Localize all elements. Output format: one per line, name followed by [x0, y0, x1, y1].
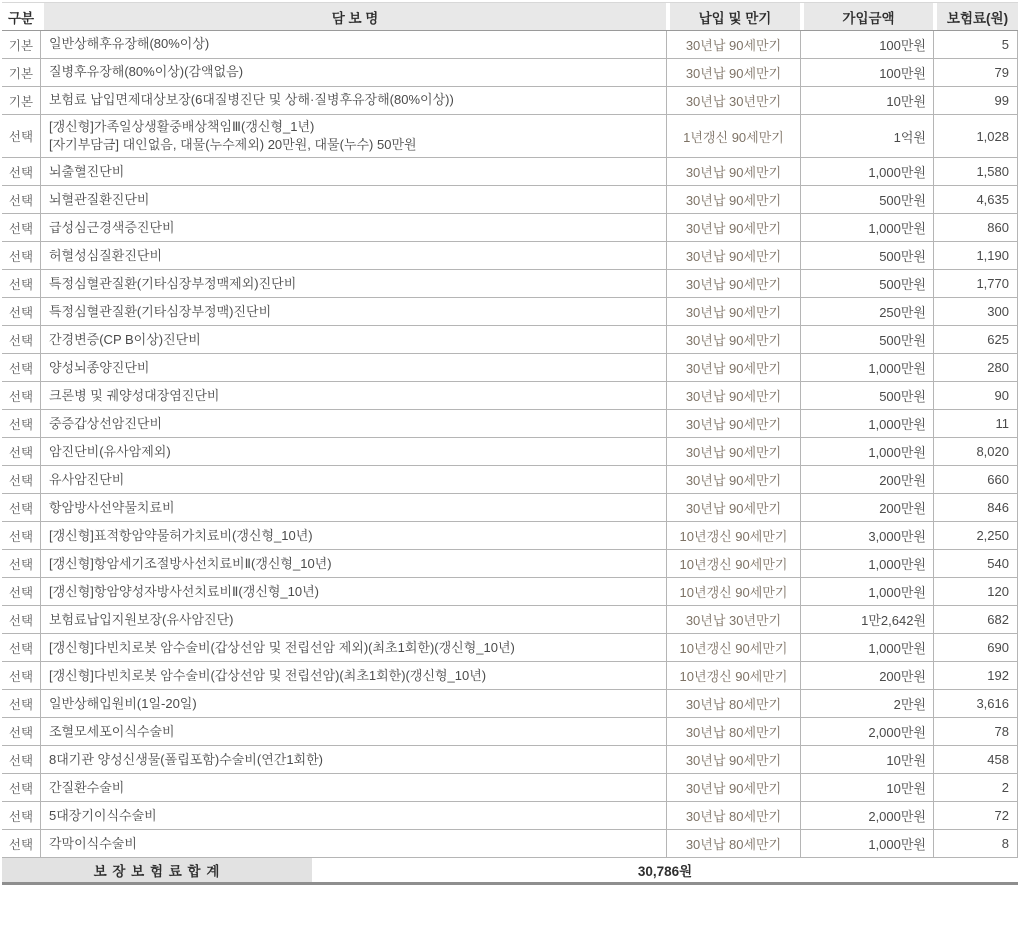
table-row — [2, 298, 1018, 326]
coverage-name-line: [갱신형]항암양성자방사선치료비Ⅱ(갱신형_10년) — [49, 583, 320, 599]
term-cell: 10년갱신 90세만기 — [666, 634, 800, 661]
coverage-name-line: 간질환수술비 — [49, 779, 125, 795]
table-row — [2, 59, 1018, 87]
coverage-name-line: 5대장기이식수술비 — [49, 807, 157, 823]
coverage-name-cell — [40, 550, 666, 577]
premium-cell: 2 — [933, 774, 1018, 801]
amount-cell: 200만원 — [800, 662, 933, 689]
category-cell: 선택 — [8, 193, 34, 208]
coverage-name-line: [갱신형]다빈치로봇 암수술비(갑상선암 및 전립선암)(최초1회한)(갱신형_10년) — [49, 667, 487, 683]
coverage-name-line: 양성뇌종양진단비 — [49, 359, 150, 375]
term-cell: 30년납 30년만기 — [666, 87, 800, 114]
category-cell: 선택 — [8, 557, 34, 572]
table-row — [2, 802, 1018, 830]
category-cell: 선택 — [8, 305, 34, 320]
coverage-name-cell — [40, 802, 666, 829]
table-row — [2, 830, 1018, 858]
amount-cell: 500만원 — [800, 242, 933, 269]
term-cell: 30년납 80세만기 — [666, 690, 800, 717]
premium-cell: 8,020 — [933, 438, 1018, 465]
category-cell: 기본 — [8, 94, 34, 109]
coverage-name-line: 일반상해입원비(1일-20일) — [49, 695, 197, 711]
header-premium: 보험료(원) — [933, 3, 1018, 30]
term-cell: 30년납 30년만기 — [666, 606, 800, 633]
table-footer — [2, 858, 1018, 885]
premium-cell: 79 — [933, 59, 1018, 86]
category-cell: 선택 — [8, 529, 34, 544]
coverage-name-cell — [40, 578, 666, 605]
amount-cell: 1,000만원 — [800, 214, 933, 241]
category-cell: 선택 — [8, 641, 34, 656]
term-cell: 30년납 90세만기 — [666, 214, 800, 241]
table-row — [2, 578, 1018, 606]
premium-cell: 540 — [933, 550, 1018, 577]
coverage-name-line: 각막이식수술비 — [49, 835, 137, 851]
category-cell: 선택 — [8, 613, 34, 628]
coverage-name-line: 크론병 및 궤양성대장염진단비 — [49, 387, 220, 403]
category-cell: 기본 — [8, 38, 34, 53]
amount-cell: 3,000만원 — [800, 522, 933, 549]
coverage-name-cell — [40, 242, 666, 269]
coverage-name-line: [갱신형]항암세기조절방사선치료비Ⅱ(갱신형_10년) — [49, 555, 332, 571]
coverage-name-line: [갱신형]가족일상생활중배상책임Ⅲ(갱신형_1년) — [49, 119, 315, 134]
amount-cell: 10만원 — [800, 87, 933, 114]
term-cell: 30년납 80세만기 — [666, 718, 800, 745]
coverage-name-cell — [40, 158, 666, 185]
table-row — [2, 382, 1018, 410]
table-row — [2, 690, 1018, 718]
category-cell: 선택 — [8, 837, 34, 852]
term-cell: 10년갱신 90세만기 — [666, 662, 800, 689]
coverage-name-cell — [40, 410, 666, 437]
table-row — [2, 466, 1018, 494]
header-term: 납입 및 만기 — [666, 3, 800, 30]
category-cell: 선택 — [8, 389, 34, 404]
coverage-name-line: [갱신형]표적항암약물허가치료비(갱신형_10년) — [49, 527, 313, 543]
premium-cell: 90 — [933, 382, 1018, 409]
premium-cell: 280 — [933, 354, 1018, 381]
coverage-name-line: 간경변증(CP B이상)진단비 — [49, 331, 201, 347]
term-cell: 30년납 90세만기 — [666, 382, 800, 409]
amount-cell: 1,000만원 — [800, 550, 933, 577]
amount-cell: 1,000만원 — [800, 354, 933, 381]
header-amount: 가입금액 — [800, 3, 933, 30]
premium-cell: 3,616 — [933, 690, 1018, 717]
amount-cell: 2,000만원 — [800, 718, 933, 745]
term-cell: 30년납 90세만기 — [666, 158, 800, 185]
coverage-name-line: 뇌혈관질환진단비 — [49, 191, 150, 207]
table-row — [2, 158, 1018, 186]
coverage-name-line: 보험료납입지원보장(유사암진단) — [49, 611, 234, 627]
term-cell: 30년납 90세만기 — [666, 410, 800, 437]
coverage-name-cell — [40, 690, 666, 717]
premium-cell: 300 — [933, 298, 1018, 325]
amount-cell: 250만원 — [800, 298, 933, 325]
coverage-name-cell — [40, 438, 666, 465]
coverage-name-cell — [40, 466, 666, 493]
coverage-name-cell — [40, 382, 666, 409]
term-cell: 30년납 90세만기 — [666, 746, 800, 773]
premium-cell: 2,250 — [933, 522, 1018, 549]
coverage-name-cell — [40, 634, 666, 661]
term-cell: 30년납 90세만기 — [666, 31, 800, 58]
amount-cell: 1,000만원 — [800, 634, 933, 661]
coverage-name-cell — [40, 830, 666, 857]
table-row — [2, 494, 1018, 522]
term-cell: 30년납 90세만기 — [666, 270, 800, 297]
term-cell: 30년납 90세만기 — [666, 298, 800, 325]
category-cell: 선택 — [8, 809, 34, 824]
coverage-name-line: 항암방사선약물치료비 — [49, 499, 175, 515]
amount-cell: 1,000만원 — [800, 578, 933, 605]
amount-cell: 100만원 — [800, 59, 933, 86]
category-cell: 선택 — [8, 501, 34, 516]
coverage-name-cell — [40, 59, 666, 86]
category-cell: 선택 — [8, 753, 34, 768]
coverage-name-cell — [40, 522, 666, 549]
coverage-name-cell — [40, 186, 666, 213]
amount-cell: 1,000만원 — [800, 438, 933, 465]
coverage-name-cell — [40, 298, 666, 325]
premium-cell: 660 — [933, 466, 1018, 493]
amount-cell: 500만원 — [800, 270, 933, 297]
term-cell: 30년납 90세만기 — [666, 438, 800, 465]
term-cell: 10년갱신 90세만기 — [666, 578, 800, 605]
coverage-name-line: 특정심혈관질환(기타심장부정맥제외)진단비 — [49, 275, 297, 291]
premium-cell: 625 — [933, 326, 1018, 353]
coverage-name-cell — [40, 606, 666, 633]
amount-cell: 2만원 — [800, 690, 933, 717]
premium-cell: 5 — [933, 31, 1018, 58]
table-row — [2, 326, 1018, 354]
term-cell: 30년납 80세만기 — [666, 802, 800, 829]
coverage-name-cell — [40, 115, 666, 157]
category-cell: 선택 — [8, 361, 34, 376]
table-row — [2, 606, 1018, 634]
total-premium-value: 30,786원 — [637, 864, 693, 880]
category-cell: 선택 — [8, 473, 34, 488]
coverage-name-cell — [40, 746, 666, 773]
coverage-name-cell — [40, 270, 666, 297]
amount-cell: 500만원 — [800, 326, 933, 353]
category-cell: 선택 — [8, 165, 34, 180]
table-row — [2, 410, 1018, 438]
amount-cell: 1,000만원 — [800, 158, 933, 185]
amount-cell: 500만원 — [800, 186, 933, 213]
amount-cell: 1,000만원 — [800, 830, 933, 857]
category-cell: 선택 — [8, 130, 34, 145]
total-premium-label: 보 장 보 험 료 합 계 — [2, 858, 312, 882]
premium-cell: 1,770 — [933, 270, 1018, 297]
category-cell: 기본 — [8, 66, 34, 81]
term-cell: 30년납 80세만기 — [666, 830, 800, 857]
table-row — [2, 522, 1018, 550]
term-cell: 30년납 90세만기 — [666, 774, 800, 801]
header-coverage-name: 담 보 명 — [40, 3, 666, 30]
table-row — [2, 438, 1018, 466]
category-cell: 선택 — [8, 445, 34, 460]
coverage-name-line: 8대기관 양성신생물(폴립포함)수술비(연간1회한) — [49, 751, 323, 767]
coverage-name-line: 중증갑상선암진단비 — [49, 415, 163, 431]
premium-cell: 846 — [933, 494, 1018, 521]
coverage-name-line: [자기부담금] 대인없음, 대물(누수제외) 20만원, 대물(누수) 50만원 — [49, 137, 417, 153]
coverage-name-line: [갱신형]다빈치로봇 암수술비(갑상선암 및 전립선암 제외)(최초1회한)(갱신형_10년) — [49, 639, 515, 655]
amount-cell: 100만원 — [800, 31, 933, 58]
coverage-name-cell — [40, 214, 666, 241]
coverage-name-line: 유사암진단비 — [49, 471, 125, 487]
term-cell: 30년납 90세만기 — [666, 466, 800, 493]
header-category: 구분 — [2, 3, 40, 30]
premium-cell: 120 — [933, 578, 1018, 605]
term-cell: 30년납 90세만기 — [666, 186, 800, 213]
premium-cell: 8 — [933, 830, 1018, 857]
table-row — [2, 354, 1018, 382]
table-row — [2, 634, 1018, 662]
amount-cell: 1억원 — [800, 115, 933, 157]
coverage-name-line: 조혈모세포이식수술비 — [49, 723, 175, 739]
amount-cell: 2,000만원 — [800, 802, 933, 829]
premium-cell: 682 — [933, 606, 1018, 633]
table-row — [2, 270, 1018, 298]
premium-cell: 860 — [933, 214, 1018, 241]
coverage-name-line: 질병후유장해(80%이상)(감액없음) — [49, 64, 244, 80]
term-cell: 30년납 90세만기 — [666, 326, 800, 353]
coverage-name-line: 급성심근경색증진단비 — [49, 219, 175, 235]
table-body — [2, 31, 1018, 858]
term-cell: 1년갱신 90세만기 — [666, 115, 800, 157]
amount-cell: 200만원 — [800, 494, 933, 521]
table-row — [2, 550, 1018, 578]
table-row — [2, 242, 1018, 270]
category-cell: 선택 — [8, 781, 34, 796]
table-row — [2, 746, 1018, 774]
coverage-name-cell — [40, 354, 666, 381]
table-row — [2, 774, 1018, 802]
coverage-name-cell — [40, 494, 666, 521]
premium-cell: 192 — [933, 662, 1018, 689]
premium-cell: 1,580 — [933, 158, 1018, 185]
premium-cell: 11 — [933, 410, 1018, 437]
coverage-name-line: 암진단비(유사암제외) — [49, 443, 171, 459]
coverage-name-line: 일반상해후유장해(80%이상) — [49, 36, 210, 52]
coverage-name-line: 허혈성심질환진단비 — [49, 247, 163, 263]
category-cell: 선택 — [8, 669, 34, 684]
coverage-name-line: 뇌출혈진단비 — [49, 163, 125, 179]
premium-cell: 690 — [933, 634, 1018, 661]
table-row — [2, 87, 1018, 115]
category-cell: 선택 — [8, 221, 34, 236]
category-cell: 선택 — [8, 333, 34, 348]
insurance-coverage-table — [2, 2, 1018, 885]
category-cell: 선택 — [8, 697, 34, 712]
premium-cell: 458 — [933, 746, 1018, 773]
table-row — [2, 31, 1018, 59]
term-cell: 30년납 90세만기 — [666, 494, 800, 521]
coverage-name-cell — [40, 31, 666, 58]
coverage-name-cell — [40, 326, 666, 353]
table-header — [2, 2, 1018, 31]
table-row — [2, 214, 1018, 242]
table-row — [2, 115, 1018, 158]
term-cell: 10년갱신 90세만기 — [666, 522, 800, 549]
category-cell: 선택 — [8, 277, 34, 292]
term-cell: 30년납 90세만기 — [666, 354, 800, 381]
premium-cell: 4,635 — [933, 186, 1018, 213]
category-cell: 선택 — [8, 417, 34, 432]
category-cell: 선택 — [8, 725, 34, 740]
amount-cell: 500만원 — [800, 382, 933, 409]
coverage-name-line: 보험료 납입면제대상보장(6대질병진단 및 상해·질병후유장해(80%이상)) — [49, 92, 454, 108]
table-row — [2, 718, 1018, 746]
term-cell: 30년납 90세만기 — [666, 242, 800, 269]
term-cell: 30년납 90세만기 — [666, 59, 800, 86]
table-row — [2, 186, 1018, 214]
table-row — [2, 662, 1018, 690]
coverage-name-cell — [40, 87, 666, 114]
coverage-name-line: 특정심혈관질환(기타심장부정맥)진단비 — [49, 303, 272, 319]
amount-cell: 10만원 — [800, 774, 933, 801]
premium-cell: 78 — [933, 718, 1018, 745]
amount-cell: 1만2,642원 — [800, 606, 933, 633]
category-cell: 선택 — [8, 249, 34, 264]
category-cell: 선택 — [8, 585, 34, 600]
coverage-name-cell — [40, 774, 666, 801]
coverage-name-cell — [40, 718, 666, 745]
premium-cell: 72 — [933, 802, 1018, 829]
premium-cell: 1,190 — [933, 242, 1018, 269]
premium-cell: 99 — [933, 87, 1018, 114]
coverage-name-cell — [40, 662, 666, 689]
amount-cell: 1,000만원 — [800, 410, 933, 437]
term-cell: 10년갱신 90세만기 — [666, 550, 800, 577]
amount-cell: 200만원 — [800, 466, 933, 493]
amount-cell: 10만원 — [800, 746, 933, 773]
premium-cell: 1,028 — [933, 115, 1018, 157]
